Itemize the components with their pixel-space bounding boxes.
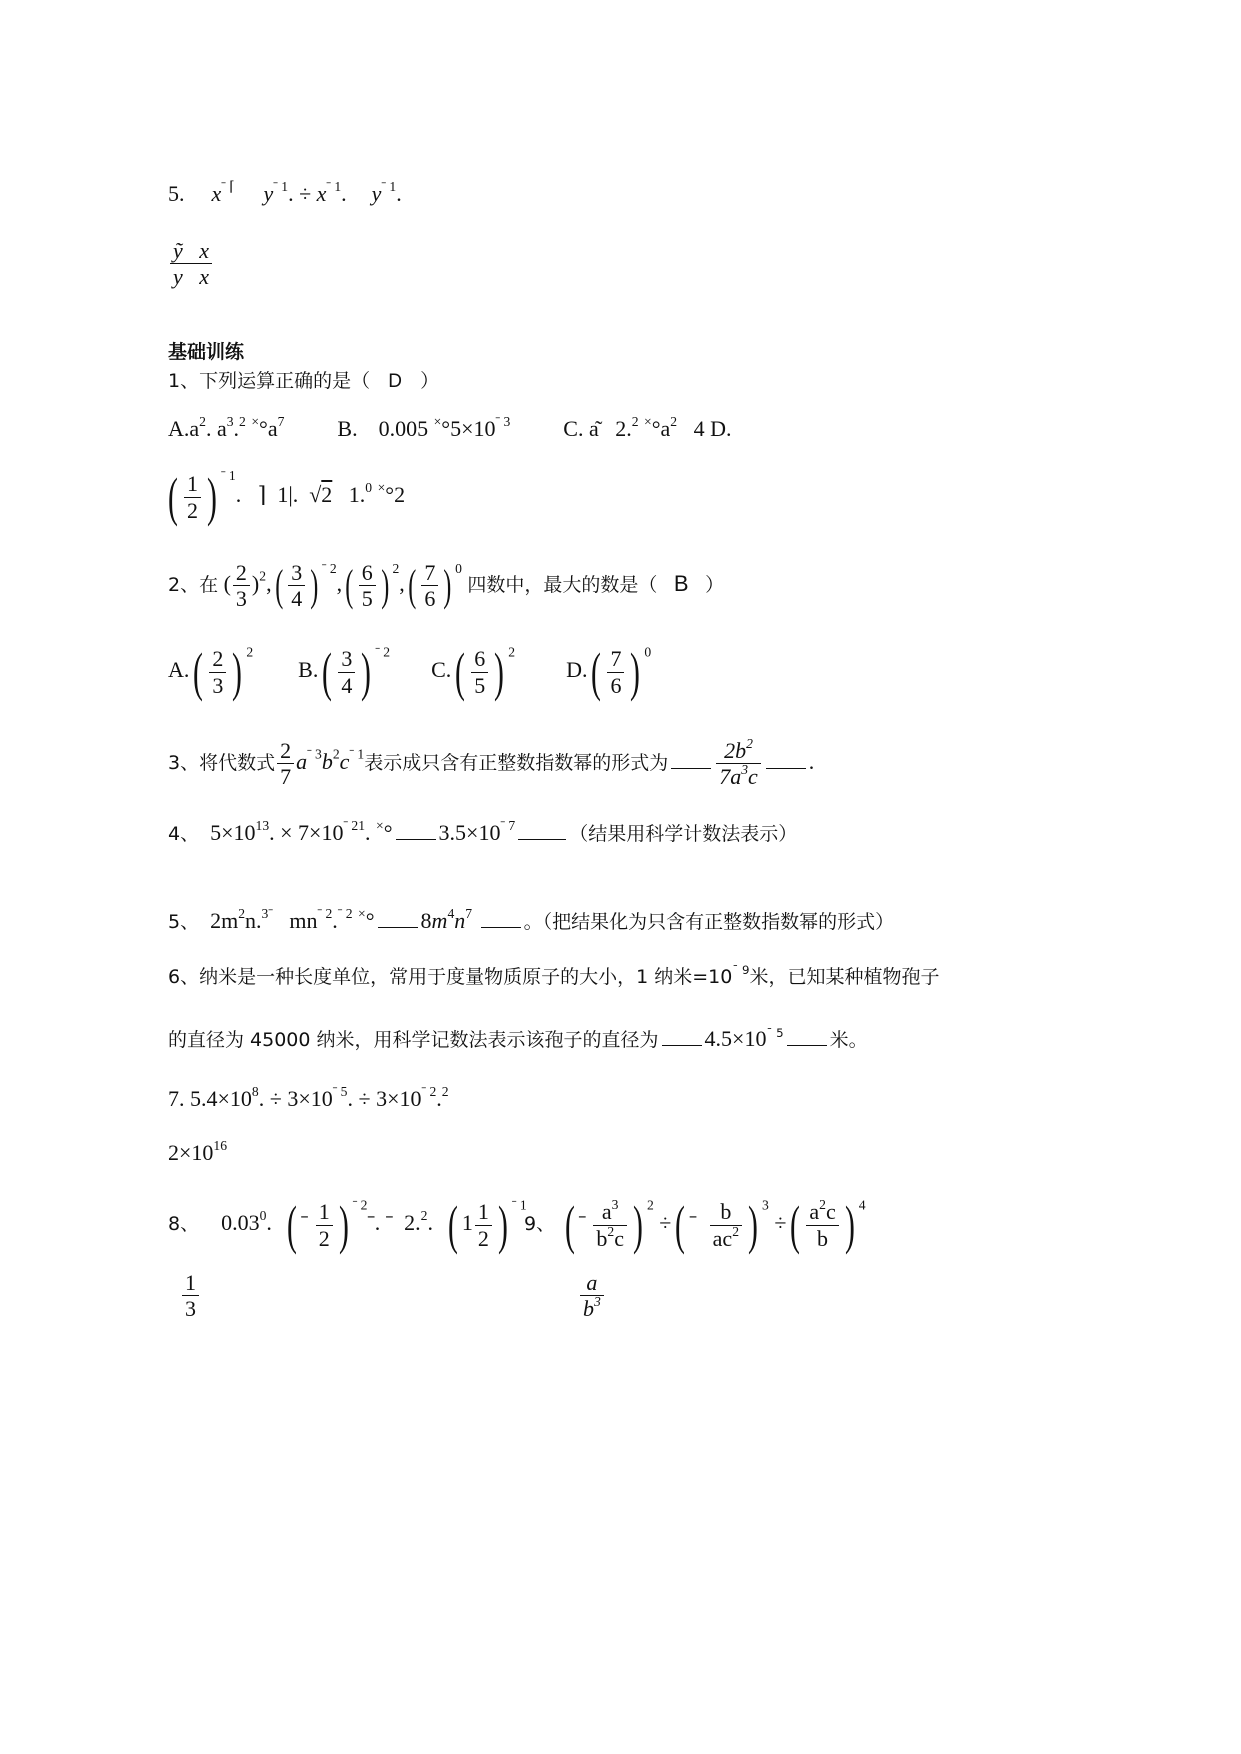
question-7-answer: $2\times 10^{16}$ — [168, 1137, 228, 1165]
question-4: 4、 $5\times 10^{13}$. × $7\times 10^{ˉ 21}$. ×° $3.5\times 10^{ˉ 7}$ （结果用科学计数法表示） — [168, 817, 798, 845]
expr-y: y — [371, 181, 382, 206]
question-9: 9、 ( ˉ $\frac{a^3}{b^2c}$ ) $^2$ ÷( ˉ $\frac{b}{ac^2}$ ) $^3$ ÷( $\frac{a^2c}{b}$ ) $^4$ — [524, 1195, 866, 1255]
question-1-option-d-expr: ( $\frac{1}{2}$ ) $^{ˉ 1}$. ⌉ 1|. √2 1.$^0$ ×°2 — [168, 467, 406, 527]
option-c-label: C. — [563, 416, 584, 441]
divide-sign: ÷ — [299, 181, 312, 206]
option-d-label: D. — [710, 416, 732, 441]
answer-d: D — [388, 371, 402, 392]
question-5: 5、 $2m^2n.^{3ˉ}$ $mn^{ˉ 2}.^{ˉ 2}$ ×° $8m^4n^7$ 。（把结果化为只含有正整数指数幂的形式） — [168, 905, 895, 933]
question-2-stem: 2、在 ( $\frac{2}{3}$ )$^2$,( $\frac{3}{4}$ ) $^{ˉ 2}$,( $\frac{6}{5}$ ) $^2$,( $\frac{7}{6}$ ) $^0$ 四数中，最大的数是（ B ） — [168, 560, 725, 612]
answer-b: B — [673, 570, 689, 596]
option-a-label: A. — [168, 416, 190, 441]
question-7: 7. $5.4\times 10^8$. ÷ $3\times 10^{ˉ 5}$. ÷ $3\times 10^{ˉ 2}.^2$ — [168, 1083, 449, 1111]
question-9-answer: $\frac{a}{b^3}$ — [578, 1270, 606, 1322]
option-d-label: D. — [566, 657, 588, 683]
question-8: 8、 0.03$^0$. ( ˉ $\frac{1}{2}$ ) $^{ˉ 2}$ˉ. ˉ 2.$^2$. ( 1 $\frac{1}{2}$ ) $^{ˉ 1}$ — [168, 1195, 527, 1255]
expr-y: y — [263, 181, 274, 206]
question-2-options: A.( $\frac{2}{3}$ ) $^2$ B.( $\frac{3}{4}$ ) $^{ˉ 2}$ C.( $\frac{6}{5}$ ) $^2$ D.( $\frac{7}{6}$ ) $^0$ — [168, 642, 652, 702]
section-title: 基础训练 — [168, 341, 245, 363]
question-6-line1: 6、纳米是一种长度单位，常用于度量物质原子的大小，1 纳米$=10^{ˉ 9}$米，已知某种植物孢子 — [168, 963, 940, 988]
question-6-line2: 的直径为 45000 纳米，用科学记数法表示该孢子的直径为 $4.5\times 10^{ˉ 5}$ 米。 — [168, 1026, 868, 1051]
question-8-answer: $\frac{1}{3}$ — [180, 1270, 201, 1322]
option-a-label: A. — [168, 657, 190, 683]
question-1-stem: 1、下列运算正确的是（ D ） — [168, 370, 440, 392]
option-c-label: C. — [431, 657, 452, 683]
question-1-options: $A.a^2$. $a^3.^2$ $^\times^\circ a^7$ B. 0.005 $^\times^\circ 5\times 10^{ˉ 3}$ C. a͂ 2.$^2$ $^\times^\circ a^2$ 4 D. — [168, 413, 732, 441]
top-answer-fraction: $\frac{ỹ x}{\text{y x}}$ — [168, 238, 214, 290]
option-b-label: B. — [298, 657, 319, 683]
expr-x: x — [316, 181, 327, 206]
expr-x: x — [211, 181, 222, 206]
top-problem-5: 5. $x^{ˉ ⌈}$ $y^{ˉ 1}$. ÷ $x^{ˉ 1}$. $y^{ˉ 1}$. — [168, 178, 402, 206]
option-b-label: B. — [337, 416, 358, 441]
question-3: 3、将代数式 $\frac{2}{7}$ $a^{ˉ 3}b^2c^{ˉ 1}$表示成只含有正整数指数幂的形式为 $\frac{2b^2}{7a^3c}$ . — [168, 735, 815, 790]
problem-number: 5. — [168, 181, 185, 206]
